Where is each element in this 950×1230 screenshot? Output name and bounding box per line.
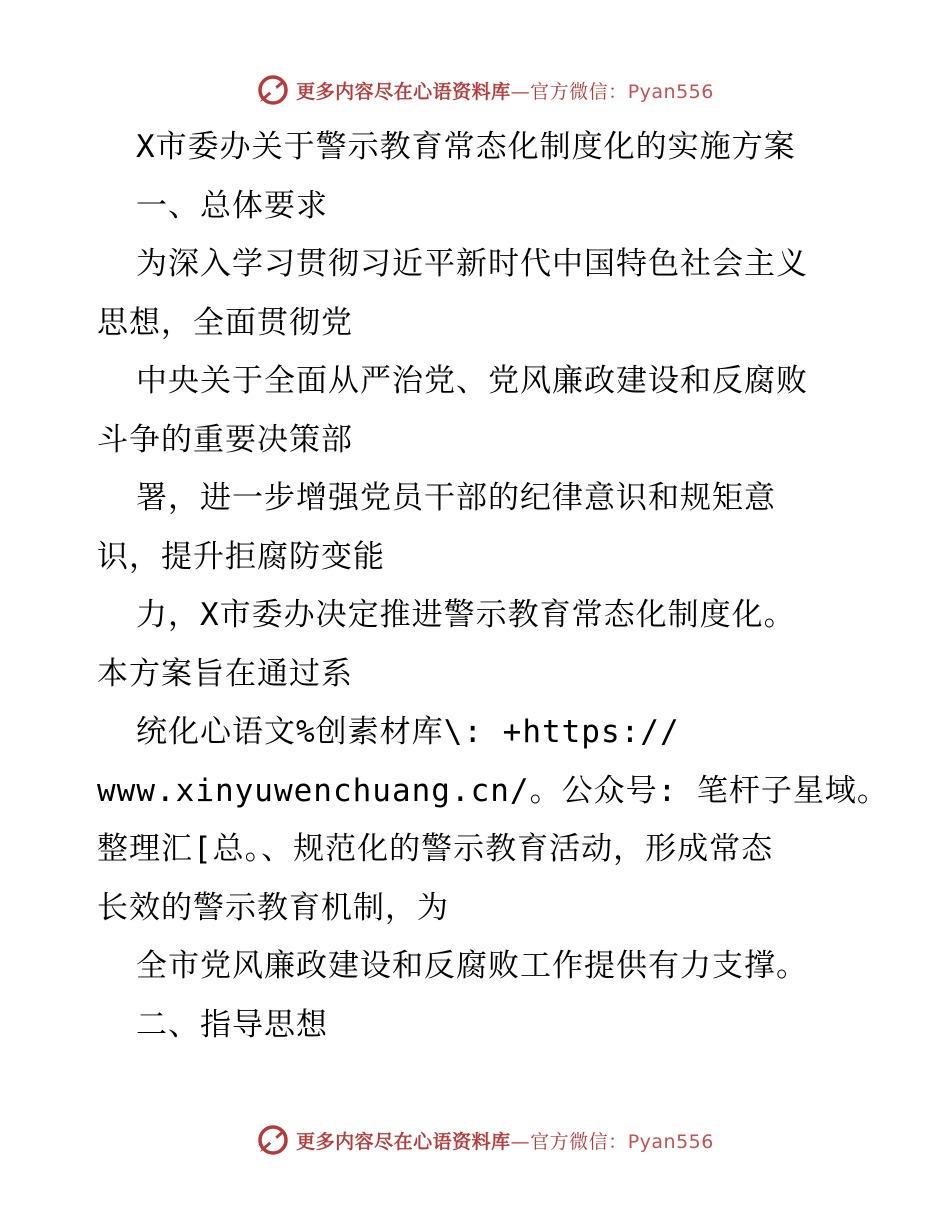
paragraph-line: www.xinyuwenchuang.cn/。公众号: 笔杆子星域。 — [97, 772, 889, 809]
pen-logo-icon — [256, 1123, 290, 1157]
paragraph-line: 中央关于全面从严治党、党风廉政建设和反腐败 — [136, 363, 808, 399]
section-heading-2: 二、指导思想 — [136, 1006, 328, 1043]
header-banner-wechat: 官方微信： — [530, 80, 628, 103]
header-banner-text — [296, 77, 714, 104]
paragraph-line: 统化心语文%创素材库\: +https:// — [136, 714, 680, 750]
paragraph-line: 整理汇[总。、规范化的警示教育活动，形成常态 — [97, 831, 774, 867]
document-title: X市委办关于警示教育常态化制度化的实施方案 — [136, 129, 796, 165]
pen-logo-icon — [256, 73, 290, 107]
document-body — [97, 118, 889, 1054]
paragraph-line: 长效的警示教育机制，为 — [97, 889, 449, 926]
section-heading-1: 一、总体要求 — [136, 187, 328, 224]
footer-banner-separator: — — [510, 1130, 531, 1153]
header-banner-inner — [256, 73, 714, 107]
paragraph-line: 力，X市委办决定推进警示教育常态化制度化。 — [136, 597, 796, 633]
paragraph-line: 为深入学习贯彻习近平新时代中国特色社会主义 — [136, 246, 808, 282]
footer-banner-wechat: 官方微信： — [530, 1130, 628, 1153]
paragraph-line: 思想，全面贯彻党 — [97, 304, 353, 341]
paragraph-line: 全市党风廉政建设和反腐败工作提供有力支撑。 — [136, 948, 808, 984]
footer-banner — [0, 1120, 950, 1160]
footer-banner-id: Pyan556 — [627, 1130, 714, 1153]
paragraph-line: 识，提升拒腐防变能 — [97, 538, 385, 575]
footer-banner-inner — [256, 1123, 714, 1157]
header-banner — [0, 70, 950, 110]
footer-banner-main: 更多内容尽在心语资料库 — [296, 1130, 511, 1153]
header-banner-main: 更多内容尽在心语资料库 — [296, 80, 511, 103]
footer-banner-text — [296, 1127, 714, 1154]
paragraph-line: 斗争的重要决策部 — [97, 421, 353, 458]
paragraph-line: 本方案旨在通过系 — [97, 655, 353, 692]
paragraph-line: 署，进一步增强党员干部的纪律意识和规矩意 — [136, 480, 776, 516]
header-banner-separator: — — [510, 80, 531, 103]
header-banner-id: Pyan556 — [627, 80, 714, 103]
